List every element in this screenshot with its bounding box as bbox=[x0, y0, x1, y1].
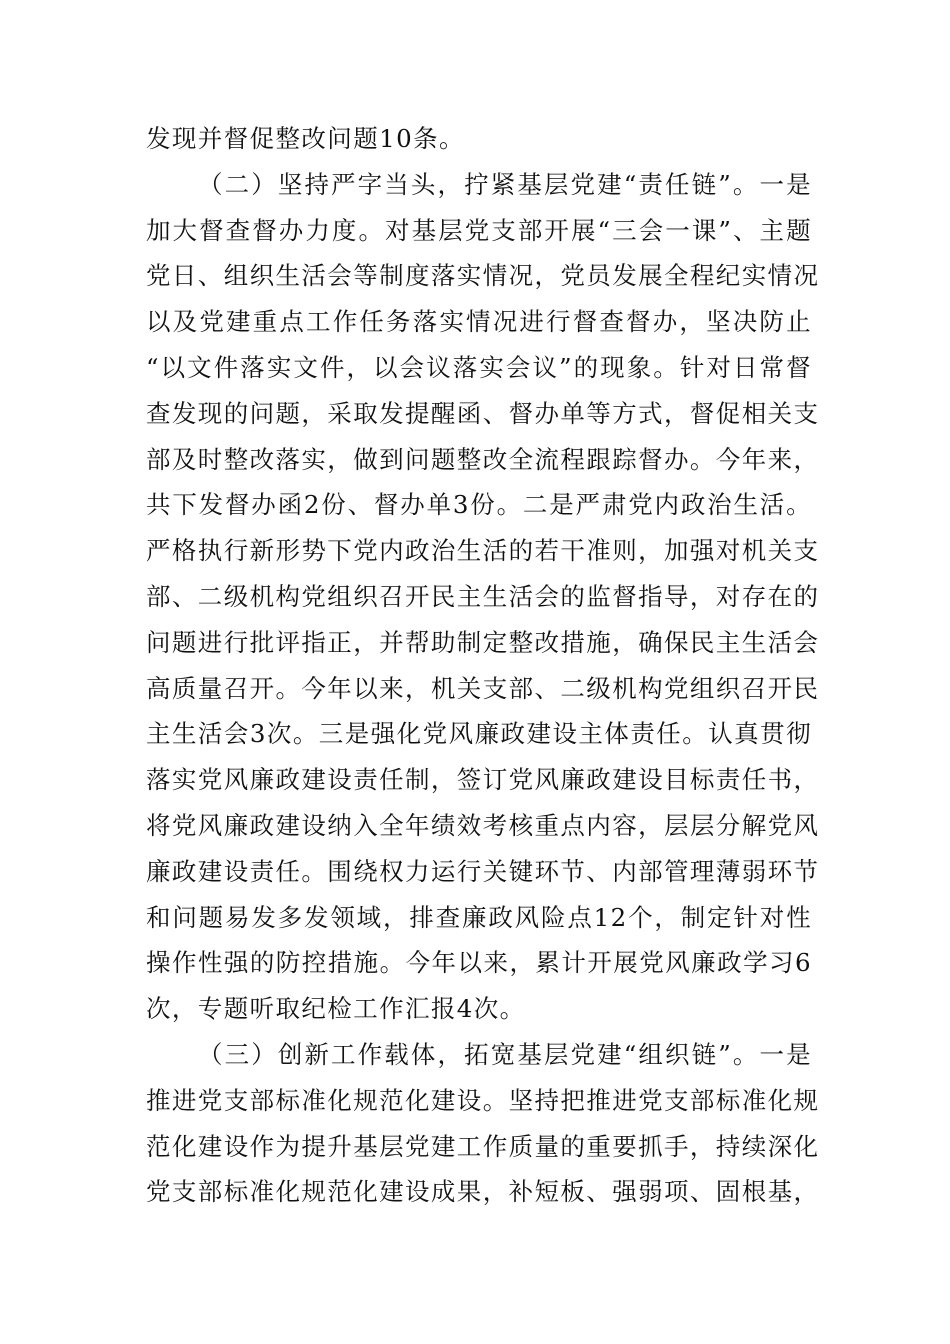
text-line: 落实党风廉政建设责任制，签订党风廉政建设目标责任书， bbox=[146, 765, 820, 795]
text-line: 次，专题听取纪检工作汇报4次。 bbox=[146, 994, 526, 1024]
text-line: 廉政建设责任。围绕权力运行关键环节、内部管理薄弱环节 bbox=[146, 856, 820, 886]
text-line: 加大督查督办力度。对基层党支部开展“三会一课”、主题 bbox=[146, 215, 812, 245]
text-line: 主生活会3次。三是强化党风廉政建设主体责任。认真贯彻 bbox=[146, 719, 812, 749]
text-line: 部、二级机构党组织召开民主生活会的监督指导，对存在的 bbox=[146, 581, 820, 611]
text-line: 高质量召开。今年以来，机关支部、二级机构党组织召开民 bbox=[146, 673, 820, 703]
section-heading-line: （三）创新工作载体，拓宽基层党建“组织链”。一是 bbox=[198, 1039, 812, 1069]
text-line: 和问题易发多发领域，排查廉政风险点12个，制定针对性 bbox=[146, 902, 812, 932]
text-line: 问题进行批评指正，并帮助制定整改措施，确保民主生活会 bbox=[146, 627, 820, 657]
text-line: 范化建设作为提升基层党建工作质量的重要抓手，持续深化 bbox=[146, 1131, 820, 1161]
text-line: 共下发督办函2份、督办单3份。二是严肃党内政治生活。 bbox=[146, 490, 812, 520]
section-heading-line: （二）坚持严字当头，拧紧基层党建“责任链”。一是 bbox=[198, 169, 812, 199]
text-line: 推进党支部标准化规范化建设。坚持把推进党支部标准化规 bbox=[146, 1085, 820, 1115]
text-line: 发现并督促整改问题10条。 bbox=[146, 124, 465, 153]
text-line: 以及党建重点工作任务落实情况进行督查督办，坚决防止 bbox=[146, 307, 812, 337]
text-line: 党支部标准化规范化建设成果，补短板、强弱项、固根基， bbox=[146, 1177, 820, 1207]
text-line: 部及时整改落实，做到问题整改全流程跟踪督办。今年来， bbox=[146, 444, 820, 474]
text-line: 查发现的问题，采取发提醒函、督办单等方式，督促相关支 bbox=[146, 398, 820, 428]
document-body bbox=[146, 116, 820, 1215]
text-line: 党日、组织生活会等制度落实情况，党员发展全程纪实情况 bbox=[146, 261, 820, 291]
text-line: “以文件落实文件，以会议落实会议”的现象。针对日常督 bbox=[146, 352, 812, 382]
text-line: 将党风廉政建设纳入全年绩效考核重点内容，层层分解党风 bbox=[146, 810, 820, 840]
text-line: 严格执行新形势下党内政治生活的若干准则，加强对机关支 bbox=[146, 536, 820, 566]
text-line: 操作性强的防控措施。今年以来，累计开展党风廉政学习6 bbox=[146, 948, 812, 978]
